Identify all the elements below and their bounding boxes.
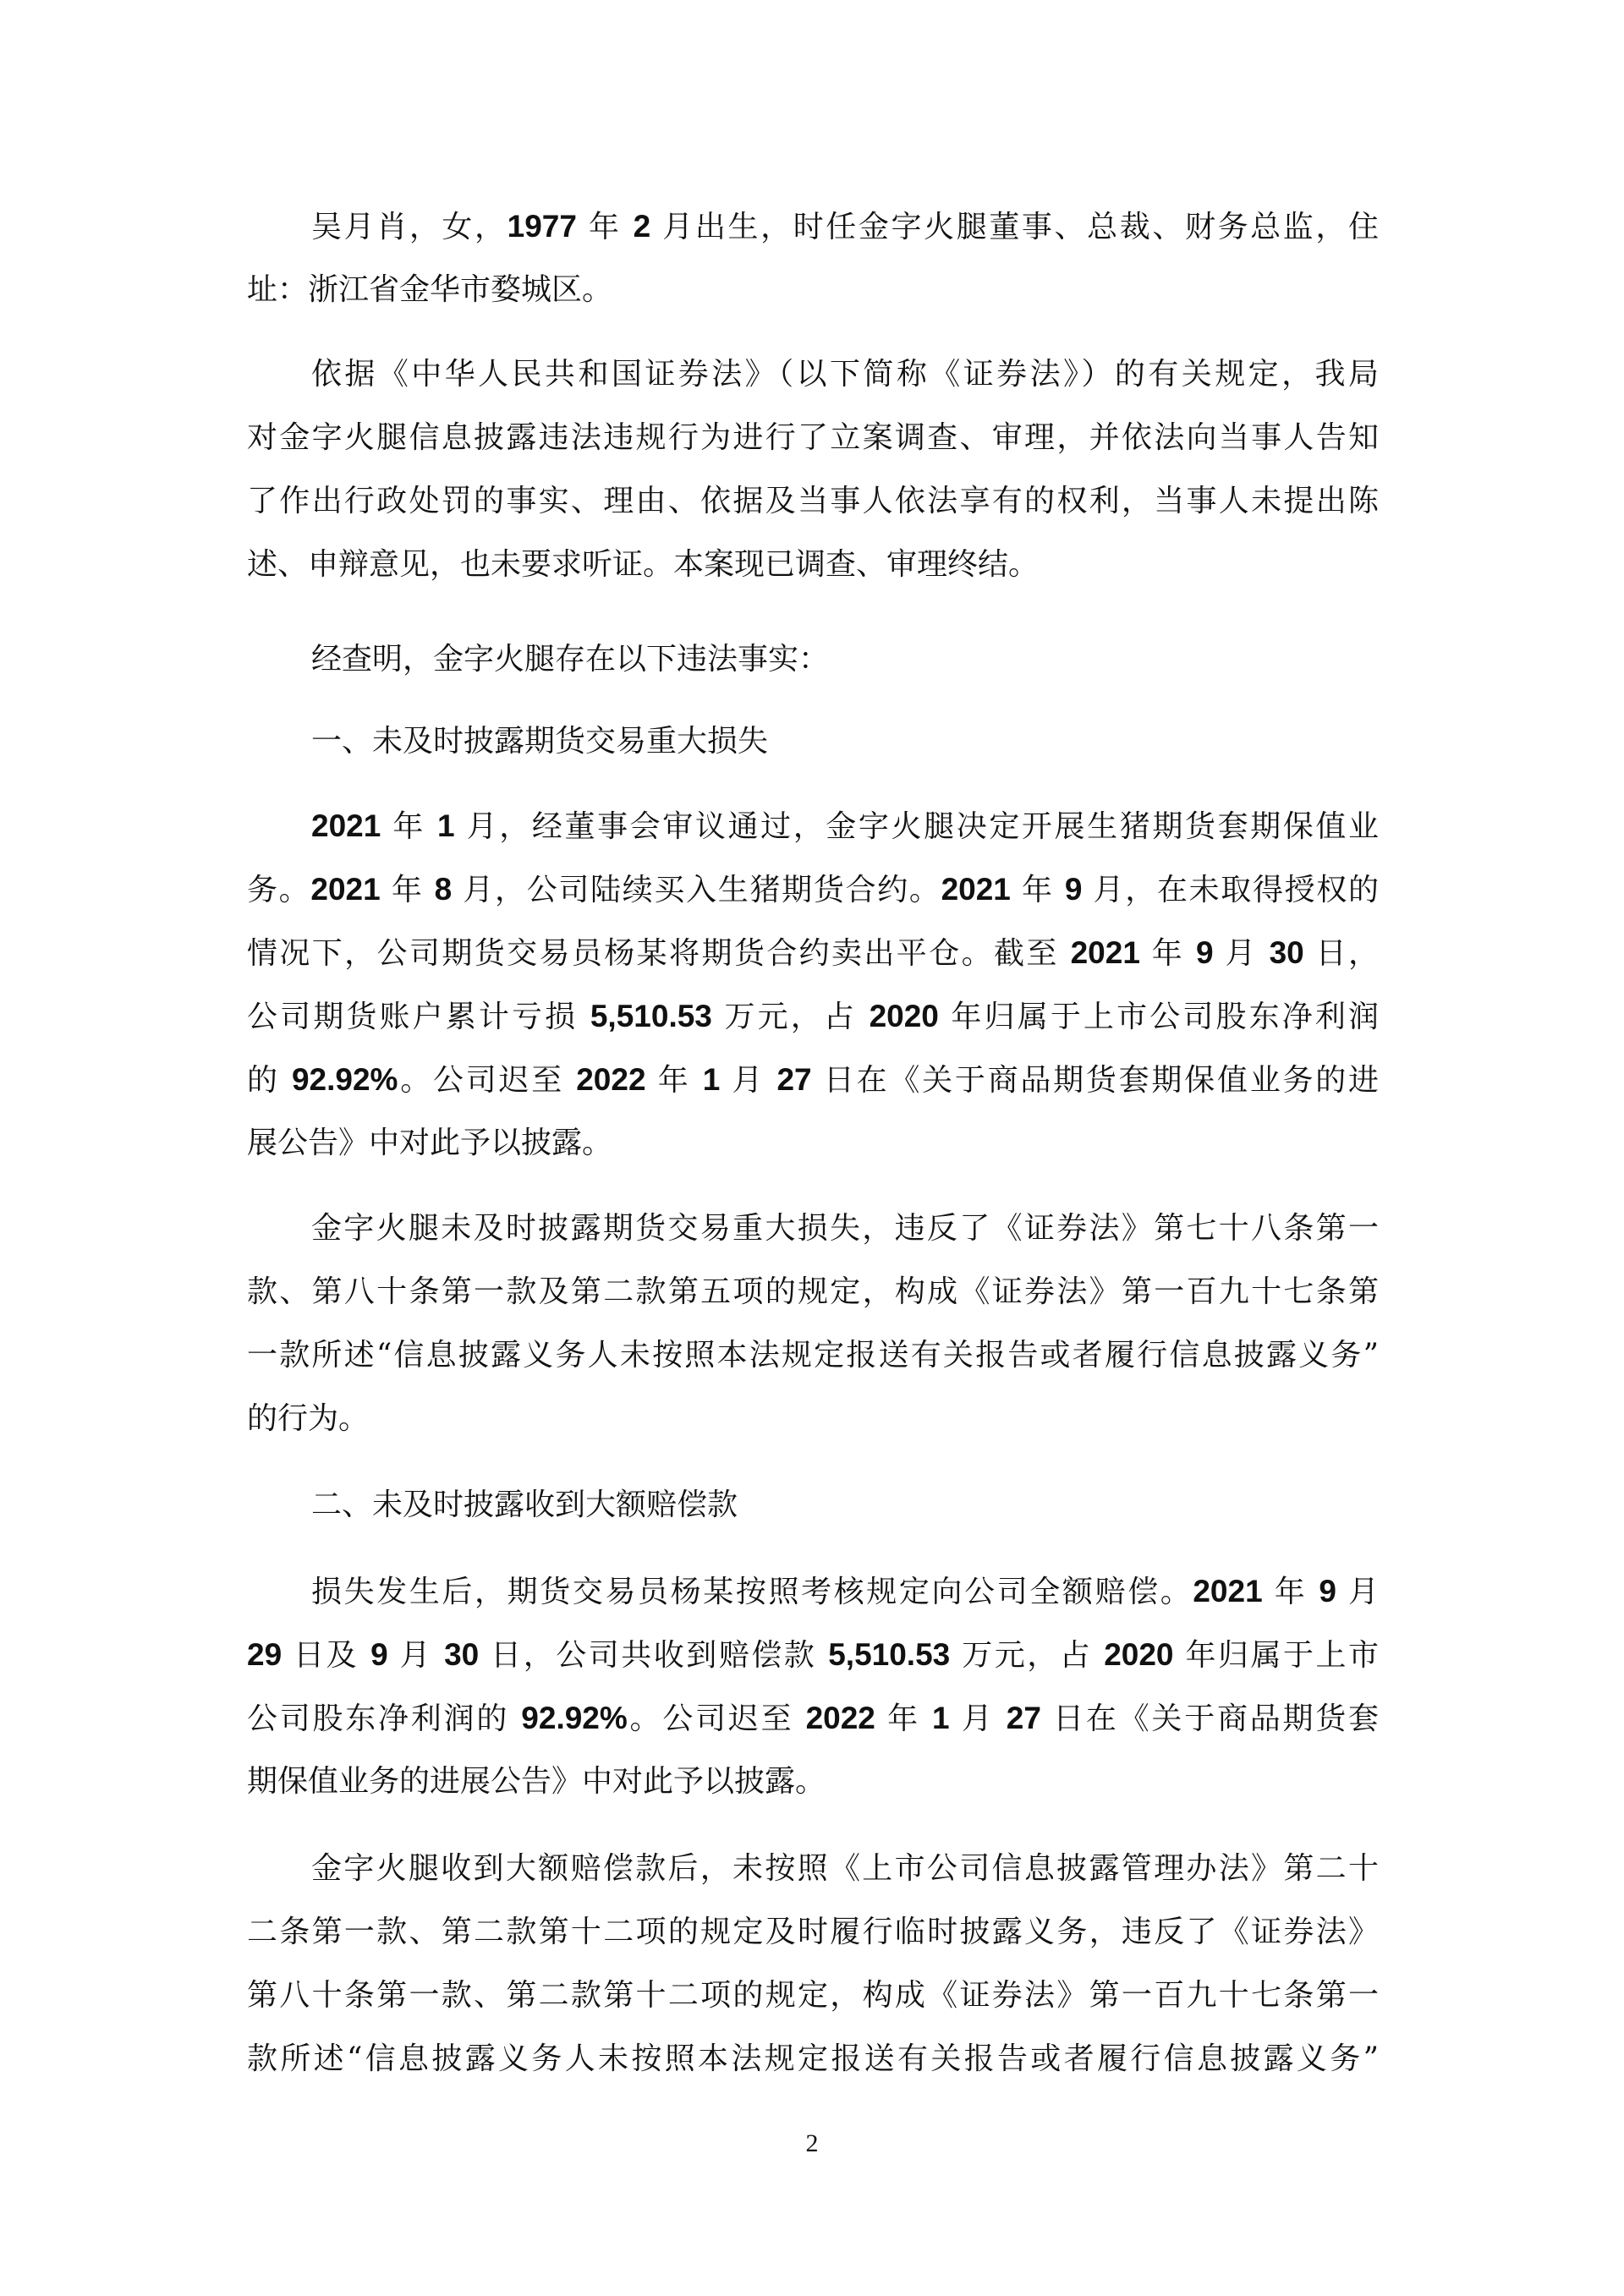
number-text: 2022: [805, 1701, 875, 1735]
number-text: 1: [932, 1701, 950, 1735]
body-text: 吴月肖，女，: [311, 210, 508, 244]
body-text: 年: [381, 809, 438, 844]
text-line: [247, 1631, 1379, 1679]
text-line: [247, 1120, 1379, 1167]
number-text: 92.92%: [291, 1062, 398, 1097]
body-text: 公司股东净利润的: [247, 1701, 522, 1736]
body-text: 月: [1213, 936, 1270, 971]
body-text: 了作出行政处罚的事实、理由、依据及当事人依法享有的权利，当事人未提出陈: [247, 484, 1379, 518]
number-text: 5,510.53: [828, 1637, 951, 1672]
text-line: [311, 1482, 1379, 1529]
body-text: 月: [720, 1063, 777, 1098]
text-line: [247, 1758, 1379, 1806]
text-line: [247, 478, 1379, 525]
body-text: 万元，占: [950, 1638, 1105, 1673]
body-text: 万元，占: [711, 1000, 870, 1034]
number-text: 30: [444, 1637, 480, 1672]
body-text: 月: [949, 1701, 1007, 1736]
number-text: 9: [370, 1637, 388, 1672]
text-line: [247, 266, 1379, 314]
body-text: 情况下，公司期货交易员杨某将期货合约卖出平仓。截至: [247, 936, 1071, 971]
body-text: 年归属于上市: [1173, 1638, 1379, 1673]
number-text: 27: [776, 1062, 812, 1097]
body-text: 日，公司共收到赔偿款: [479, 1638, 829, 1673]
body-text: 年: [1010, 873, 1065, 907]
text-line: [247, 1972, 1379, 2019]
number-text: 8: [434, 872, 453, 907]
body-text: 金字火腿收到大额赔偿款后，未按照《上市公司信息披露管理办法》第二十: [311, 1851, 1379, 1886]
body-text: 日，: [1303, 936, 1379, 971]
number-text: 2021: [941, 872, 1011, 907]
body-text: 二、未及时披露收到大额赔偿款: [311, 1488, 738, 1522]
body-text: 月: [1336, 1575, 1379, 1609]
text-line: [247, 1269, 1379, 1316]
body-text: 月，公司陆续买入生猪期货合约。: [452, 873, 941, 907]
body-text: 年归属于上市公司股东净利润: [938, 1000, 1379, 1034]
number-text: 2021: [1193, 1574, 1263, 1608]
text-line: [247, 1395, 1379, 1443]
number-text: 1: [702, 1062, 721, 1097]
body-text: 第八十条第一款、第二款第十二项的规定，构成《证券法》第一百九十七条第一: [247, 1978, 1379, 2013]
body-text: 经查明，金字火腿存在以下违法事实：: [311, 642, 830, 677]
text-line: [311, 351, 1379, 398]
text-line: [247, 1332, 1379, 1379]
body-text: 一款所述“信息披露义务人未按照本法规定报送有关报告或者履行信息披露义务”: [247, 1338, 1379, 1373]
body-text: 月: [387, 1638, 445, 1673]
body-text: 日在《关于商品期货套: [1040, 1701, 1379, 1736]
number-text: 2021: [1070, 935, 1140, 970]
page-number: 2: [805, 2129, 819, 2157]
number-text: 2021: [310, 872, 381, 907]
number-text: 92.92%: [521, 1701, 628, 1735]
body-text: 日在《关于商品期货套期保值业务的进: [811, 1063, 1379, 1098]
text-line: [247, 929, 1379, 977]
body-text: 款所述“信息披露义务人未按照本法规定报送有关报告或者履行信息披露义务”: [247, 2041, 1379, 2076]
number-text: 30: [1269, 935, 1304, 970]
number-text: 29: [247, 1637, 283, 1672]
body-text: 的行为。: [247, 1401, 370, 1436]
text-line: [247, 541, 1379, 589]
text-line: [247, 866, 1379, 913]
body-text: 的: [247, 1063, 292, 1098]
text-line: [247, 414, 1379, 462]
body-text: 年: [576, 210, 634, 244]
body-text: 址：浙江省金华市婺城区。: [247, 272, 613, 307]
body-text: 年: [1262, 1575, 1320, 1609]
number-text: 27: [1006, 1701, 1041, 1735]
number-text: 9: [1319, 1574, 1336, 1608]
body-text: 年: [380, 873, 435, 907]
text-line: [311, 1568, 1379, 1615]
body-text: 一、未及时披露期货交易重大损失: [311, 724, 769, 759]
body-text: 务。: [247, 873, 311, 907]
body-text: 公司期货账户累计亏损: [247, 1000, 590, 1034]
body-text: 期保值业务的进展公告》中对此予以披露。: [247, 1764, 826, 1799]
number-text: 2: [633, 209, 651, 244]
body-text: 金字火腿未及时披露期货交易重大损失，违反了《证券法》第七十八条第一: [311, 1211, 1379, 1246]
body-text: 年: [1139, 936, 1196, 971]
body-text: 年: [645, 1063, 703, 1098]
text-line: [311, 718, 1379, 765]
number-text: 2020: [869, 999, 939, 1033]
text-line: [247, 993, 1379, 1040]
text-line: [311, 1845, 1379, 1893]
text-line: [311, 803, 1379, 850]
text-line: [311, 636, 1379, 683]
text-line: [247, 2036, 1379, 2083]
body-text: 依据《中华人民共和国证券法》（以下简称《证券法》）的有关规定，我局: [311, 357, 1379, 392]
body-text: 对金字火腿信息披露违法违规行为进行了立案调查、审理，并依法向当事人告知: [247, 420, 1379, 455]
body-text: 月，经董事会审议通过，金字火腿决定开展生猪期货套期保值业: [454, 809, 1379, 844]
body-text: 。公司迟至: [627, 1701, 806, 1736]
body-text: 年: [875, 1701, 933, 1736]
body-text: 款、第八十条第一款及第二款第五项的规定，构成《证券法》第一百九十七条第: [247, 1274, 1379, 1309]
number-text: 1: [437, 808, 455, 843]
number-text: 9: [1064, 872, 1083, 907]
number-text: 1977: [507, 209, 577, 244]
body-text: 展公告》中对此予以披露。: [247, 1126, 613, 1160]
body-text: 月出生，时任金字火腿董事、总裁、财务总监，住: [650, 210, 1379, 244]
text-line: [311, 1205, 1379, 1252]
body-text: 述、申辩意见，也未要求听证。本案现已调查、审理终结。: [247, 547, 1040, 582]
number-text: 2020: [1104, 1637, 1174, 1672]
text-line: [311, 203, 1379, 250]
body-text: 。公司迟至: [398, 1063, 577, 1098]
number-text: 9: [1195, 935, 1214, 970]
text-line: [247, 1695, 1379, 1742]
text-line: [247, 1909, 1379, 1956]
body-text: 损失发生后，期货交易员杨某按照考核规定向公司全额赔偿。: [311, 1575, 1193, 1609]
text-line: [247, 1056, 1379, 1104]
body-text: 日及: [282, 1638, 371, 1673]
number-text: 2022: [576, 1062, 646, 1097]
number-text: 2021: [311, 808, 381, 843]
body-text: 月，在未取得授权的: [1082, 873, 1379, 907]
number-text: 5,510.53: [590, 999, 712, 1033]
body-text: 二条第一款、第二款第十二项的规定及时履行临时披露义务，违反了《证券法》: [247, 1915, 1379, 1949]
